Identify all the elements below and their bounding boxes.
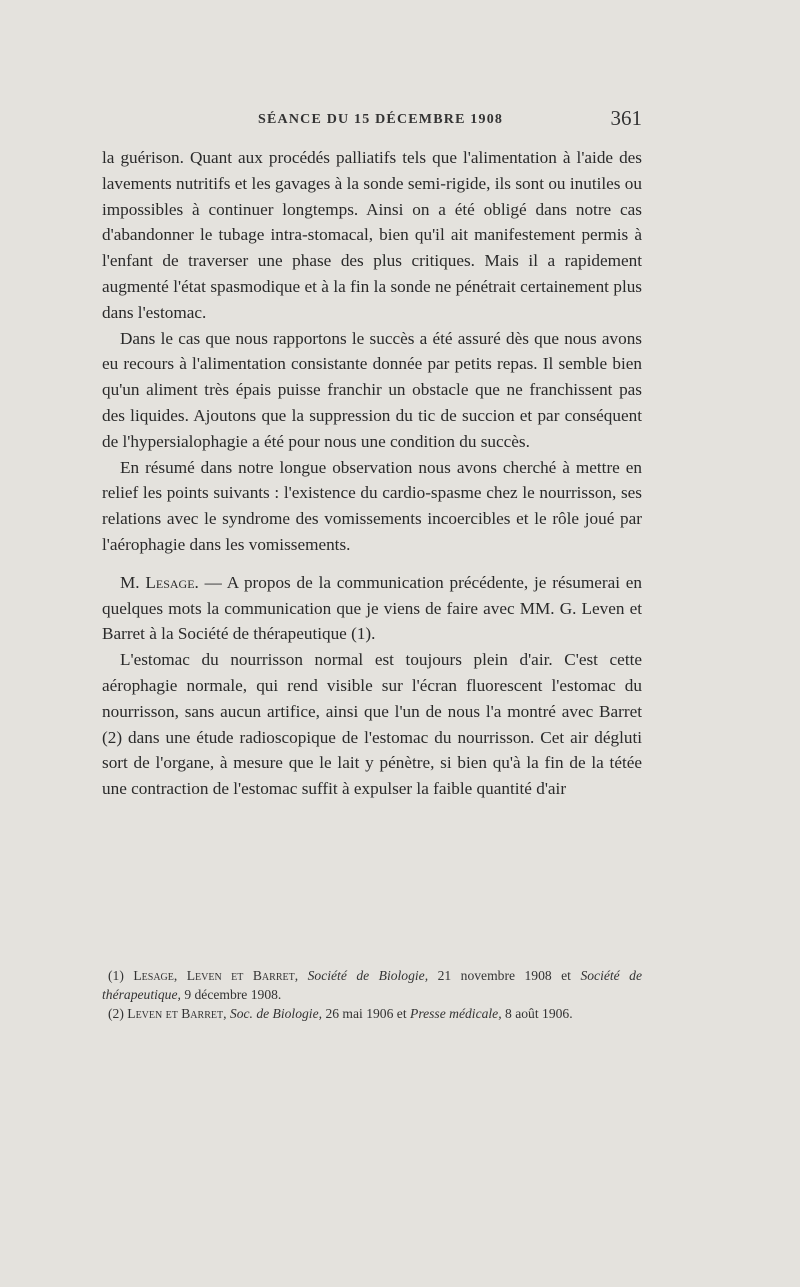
footnote-2-date: 26 mai 1906 et: [325, 1006, 407, 1021]
paragraph-4-text: — A propos de la communication précédente, je résumerai en quelques mots la communication que je viens de faire avec MM. G. Leven et Barret à la Société de thérapeutique (1).: [102, 572, 643, 644]
footnote-2-date2: 8 août 1906.: [505, 1006, 573, 1021]
footnote-2-authors: Leven et Barret,: [127, 1006, 227, 1021]
paragraph-3: En résumé dans notre longue observation nous avons cherché à mettre en relief les points suivants : l'existence du cardio-spasme chez le nourrisson, ses relations avec le syndrome des vomissements incoercibles et le rôle joué par l'aérophagie dans les vomissements.: [102, 457, 642, 554]
footnote-1: [102, 966, 642, 1004]
footnote-1-date: 21 novembre 1908 et: [437, 968, 571, 983]
paragraph-1: la guérison. Quant aux procédés palliatifs tels que l'alimentation à l'aide des lavements nutritifs et les gavages à la sonde semi-rigide, ils sont ou inutiles ou impossibles à continuer longtemps. Ainsi on a été obligé dans notre cas d'abandonner le tubage intra-stomacal, bien qu'il ait manifestement permis à l'enfant de traverser une phase des plus critiques. Mais il a rapidement augmenté l'état spasmodique et à la fin la sonde ne pénétrait certainement plus dans l'estomac.: [102, 148, 642, 322]
footnotes: [102, 966, 642, 1023]
footnote-2-mark: (2): [108, 1006, 124, 1021]
footnote-1-journal: Société de Biologie,: [307, 968, 429, 983]
body-text: [102, 145, 642, 802]
running-head: [102, 106, 642, 136]
paragraph-5: L'estomac du nourrisson normal est toujours plein d'air. C'est cette aérophagie normale, qui rend visible sur l'écran fluorescent l'estomac du nourrisson, sans aucun artifice, ainsi que l'un de nous l'a montré avec Barret (2) dans une étude radioscopique de l'estomac du nourrisson. Cet air dégluti sort de l'organe, à mesure que le lait y pénètre, si bien qu'à la fin de la tétée une contraction de l'estomac suffit à expulser la faible quantité d'air: [102, 650, 642, 799]
footnote-2-journal2: Presse médicale,: [410, 1006, 502, 1021]
footnote-2: [102, 1004, 642, 1023]
footnote-1-mark: (1): [108, 968, 124, 983]
speaker-name: M. Lesage.: [120, 572, 199, 592]
footnote-1-journal2: Société de thérapeutique,: [102, 968, 642, 1002]
footnote-1-authors: Lesage, Leven et Barret,: [133, 968, 299, 983]
paragraph-2: Dans le cas que nous rapportons le succès a été assuré dès que nous avons eu recours à l'alimentation consistante donnée par petits repas. Il semble bien qu'un aliment très épais puisse franchir un obstacle que ne franchissent pas des liquides. Ajoutons que la suppression du tic de succion et par conséquent de l'hypersialophagie a été pour nous une condition du succès.: [102, 328, 642, 451]
footnote-2-journal: Soc. de Biologie,: [229, 1006, 323, 1021]
footnote-1-date2: 9 décembre 1908.: [184, 987, 282, 1002]
page-number: 361: [610, 106, 642, 130]
paragraph-4: [102, 570, 642, 647]
running-title: SÉANCE DU 15 DÉCEMBRE 1908: [258, 112, 504, 127]
